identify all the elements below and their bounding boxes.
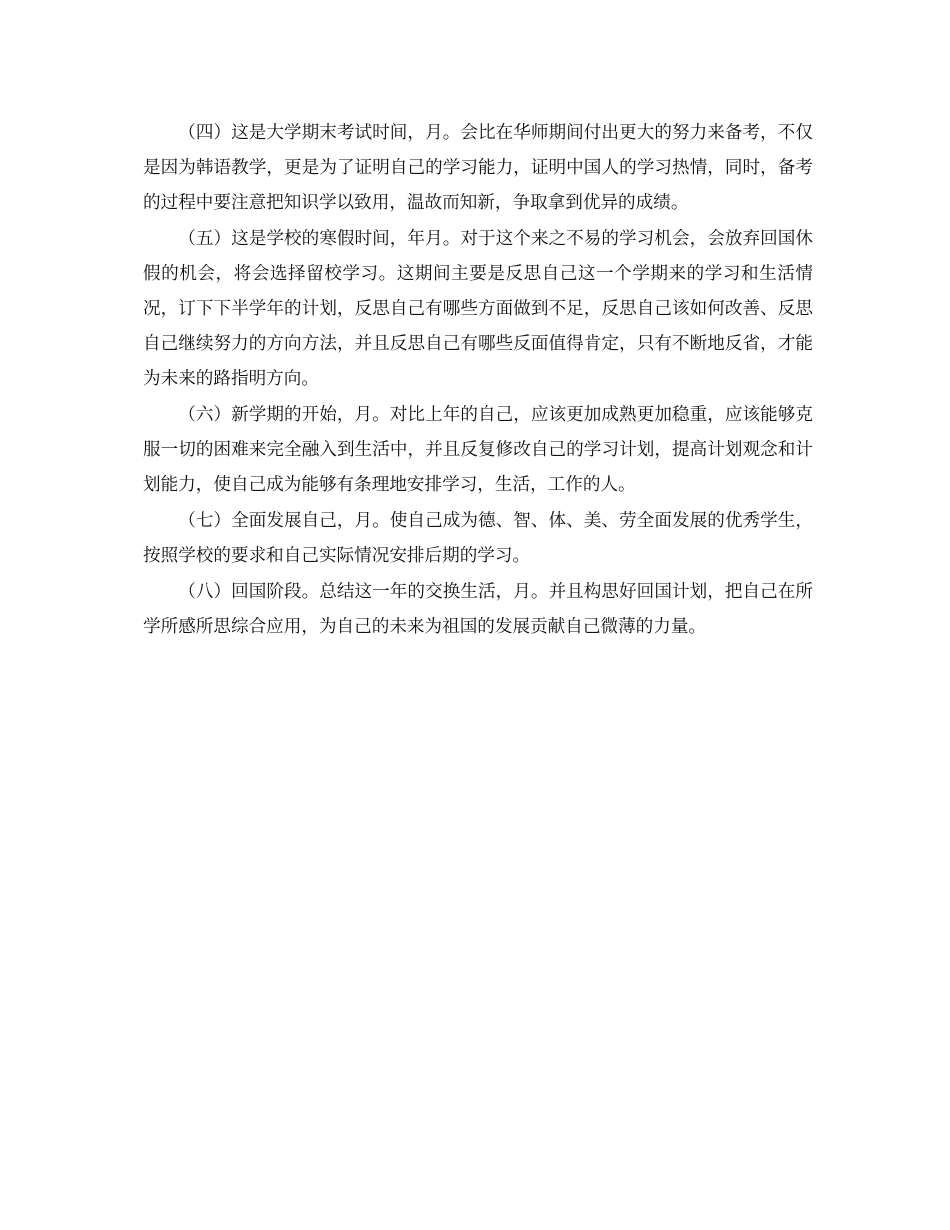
paragraph-eight: （八）回国阶段。总结这一年的交换生活，月。并且构思好回国计划，把自己在所学所感所思综合应用，为自己的未来为祖国的发展贡献自己微薄的力量。 xyxy=(143,582,813,637)
paragraph-seven: （七）全面发展自己，月。使自己成为德、智、体、美、劳全面发展的优秀学生，按照学校的要求和自己实际情况安排后期的学习。 xyxy=(143,511,813,566)
paragraph-four: （四）这是大学期末考试时间，月。会比在华师期间付出更大的努力来备考，不仅是因为韩语教学，更是为了证明自己的学习能力，证明中国人的学习热情，同时，备考的过程中要注意把知识学以致用，温故而知新，争取拿到优异的成绩。 xyxy=(143,123,813,213)
paragraph-six: （六）新学期的开始，月。对比上年的自己，应该更加成熟更加稳重，应该能够克服一切的困难来完全融入到生活中，并且反复修改自己的学习计划，提高计划观念和计划能力，使自己成为能够有条理地安排学习，生活，工作的人。 xyxy=(143,405,813,495)
document-body xyxy=(143,116,813,646)
paragraph-five: （五）这是学校的寒假时间，年月。对于这个来之不易的学习机会，会放弃回国休假的机会，将会选择留校学习。这期间主要是反思自己这一个学期来的学习和生活情况，订下下半学年的计划，反思自己有哪些方面做到不足，反思自己该如何改善、反思自己继续努力的方向方法，并且反思自己有哪些反面值得肯定，只有不断地反省，才能为未来的路指明方向。 xyxy=(143,229,813,389)
